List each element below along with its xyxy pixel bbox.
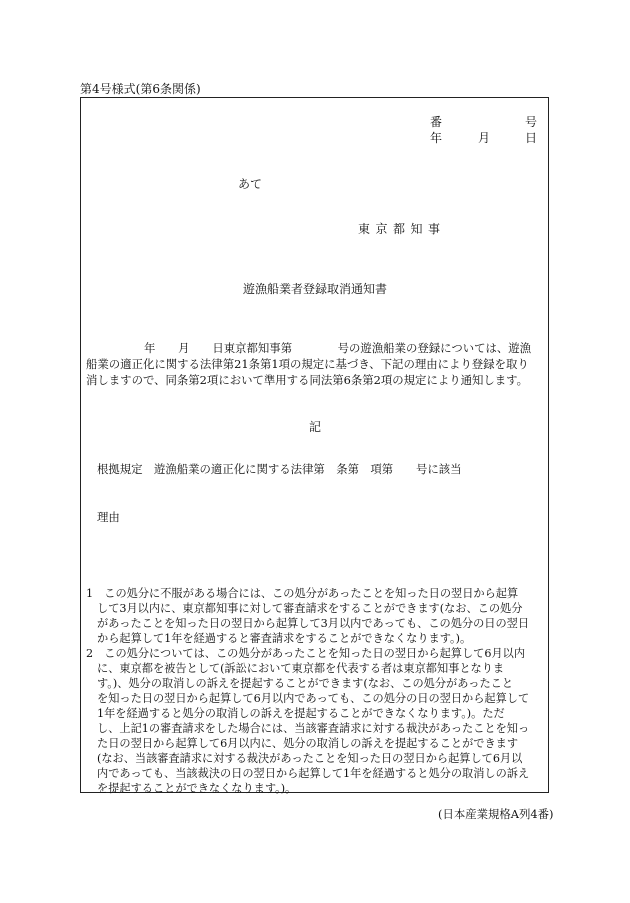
body-line-3: 消しますので、同条第2項において準用する同法第6条第2項の規定により通知します。 xyxy=(86,373,529,387)
date-day: 日 xyxy=(525,131,538,145)
paper-standard-note: (日本産業規格A列4番) xyxy=(438,807,554,821)
document-title: 遊漁船業者登録取消通知書 xyxy=(242,282,387,296)
note-line: す。)、処分の取消しの訴えを提起することができます(なお、この処分があったこと xyxy=(97,677,514,690)
date-year: 年 xyxy=(430,131,443,145)
note-line: 内であっても、当該裁決の日の翌日から起算して1年を経過すると処分の取消しの訴え xyxy=(97,767,530,780)
note-line: から起算して1年を経過すると審査請求をすることができなくなります。)。 xyxy=(97,632,472,645)
note-line: 1 この処分に不服がある場合には、この処分があったことを知った日の翌日から起算 xyxy=(86,587,519,600)
note-line: 1年を経過すると処分の取消しの訴えを提起することができなくなります。)。ただ xyxy=(97,707,505,720)
note-line: に、東京都を被告として(訴訟において東京都を代表する者は東京都知事となりま xyxy=(97,662,505,675)
note-line: し、上記1の審査請求をした場合には、当該審査請求に対する裁決があったことを知っ xyxy=(97,722,530,735)
body-line-1: 年 月 日東京都知事第 号の遊漁船業の登録については、遊漁 xyxy=(144,341,532,355)
note-line: を提起することができなくなります。)。 xyxy=(97,782,297,795)
ki-heading: 記 xyxy=(308,420,321,434)
issuer: 東京都知事 xyxy=(358,222,446,236)
note-line: (なお、当該審査請求に対する裁決があったことを知った日の翌日から起算して6月以 xyxy=(97,752,523,765)
note-line: があったことを知った日の翌日から起算して3月以内であっても、この処分の日の翌日 xyxy=(97,617,530,630)
note-line: た日の翌日から起算して6月以内に、処分の取消しの訴えを提起することができます xyxy=(97,737,519,750)
note-line: 2 この処分については、この処分があったことを知った日の翌日から起算して6月以内 xyxy=(86,647,526,660)
body-line-2: 船業の適正化に関する法律第21条第1項の規定に基づき、下記の理由により登録を取り xyxy=(86,357,529,371)
number-suffix: 号 xyxy=(525,115,538,129)
form-label: 第4号様式(第6条関係) xyxy=(80,82,201,96)
note-line: して3月以内に、東京都知事に対して審査請求をすることができます(なお、この処分 xyxy=(97,602,523,615)
note-line: を知った日の翌日から起算して6月以内であっても、この処分の日の翌日から起算して xyxy=(97,692,530,705)
number-prefix: 番 xyxy=(430,115,443,129)
addressee: あて xyxy=(238,177,263,191)
reason-label: 理由 xyxy=(97,510,120,524)
date-month: 月 xyxy=(478,131,491,145)
basis-line: 根拠規定 遊漁船業の適正化に関する法律第 条第 項第 号に該当 xyxy=(97,462,462,476)
